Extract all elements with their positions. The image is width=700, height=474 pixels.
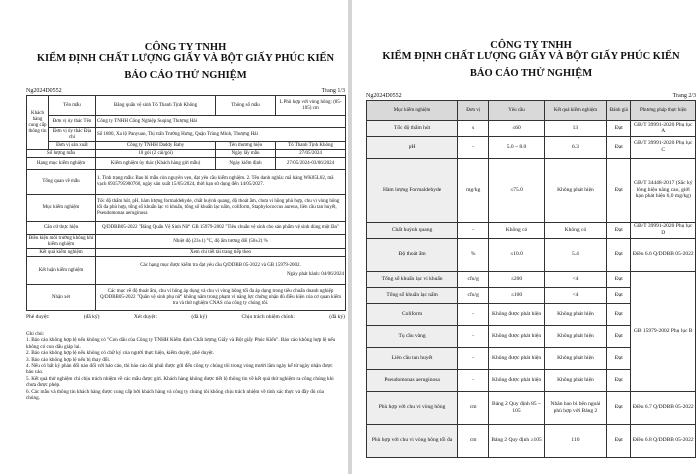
conclusion-cell — [96, 257, 346, 285]
entrust-address-label: Đơn vị ủy thác Địa chỉ — [49, 128, 96, 142]
row-item: Tốc độ thẩm hút — [367, 121, 458, 137]
status-value: Kiểm nghiệm ủy thác (Khách hàng gửi mẫu) — [96, 158, 216, 170]
row-unit: cfu/g — [458, 287, 489, 303]
row-unit: % — [458, 238, 489, 271]
row-item: pH — [367, 136, 458, 158]
note-item: 3. Báo cáo không hợp lệ nếu bị thay đổi. — [26, 356, 111, 363]
page-number: Trang 1/3 — [321, 88, 345, 94]
row-req: Không được phát hiện — [489, 369, 545, 391]
report-number: Ng2024D0552 — [366, 93, 402, 99]
row-item: Pseudomonas aeruginosa — [367, 369, 458, 391]
test-date-label: Ngày kiểm định — [216, 158, 276, 170]
notes-title: Ghi chú: — [26, 331, 45, 337]
table-row — [367, 391, 696, 424]
row-method: GB/T 34448-2017 (Sắc ký lỏng hiệu năng cao, giới hạn phát hiện 6,0 mg/kg) — [631, 158, 696, 222]
row-req: ≤100 — [489, 287, 545, 303]
company-name-line2: KIỂM ĐỊNH CHẤT LƯỢNG GIẤY VÀ BỘT GIẤY PHÚC KIẾN — [382, 51, 680, 62]
row-method: Điều 6.6 Q/DDBB 05-2022 — [631, 238, 696, 271]
row-result: Không phát hiện — [544, 325, 606, 347]
row-eval: Đạt — [607, 136, 631, 158]
row-unit: mg/kg — [458, 158, 489, 222]
standard-value: Q/DDBB05-2022 "Băng Quấn Vệ Sinh Nữ" GB 15979-2002 "Tiêu chuẩn vệ sinh cho sản phẩm vệ sinh dùng một lần" — [96, 222, 346, 235]
row-item: Tổng số khuẩn lạc vi khuẩn — [367, 271, 458, 287]
row-req: Không được phát hiện — [489, 325, 545, 347]
row-method: Điều 6.7 Q/DDBB 05-2022 — [631, 391, 696, 424]
row-item: Độ thoát ẩm — [367, 238, 458, 271]
row-result: Không phát hiện — [544, 369, 606, 391]
signature-row — [26, 314, 345, 321]
items-label: Mục kiểm nghiệm — [27, 195, 96, 222]
header-unit: Đơn vị — [458, 101, 489, 121]
row-item: Tổng số khuẩn lạc nấm — [367, 287, 458, 303]
side-label: Khách hàng cung cấp thông tin — [27, 96, 49, 150]
report-page-2 — [352, 0, 700, 474]
header-requirement: Yêu cầu — [489, 101, 545, 121]
row-method: GB/T 39991-2020 Phụ lục D — [631, 222, 696, 238]
note-item: 2. Báo cáo không hợp lệ nếu không có chữ ký của người thực hiện, kiểm duyệt, phê duyệt. — [26, 350, 214, 357]
row-unit: cm — [458, 424, 489, 457]
status-label: Hạng mục kiểm nghiệm — [27, 158, 96, 170]
row-eval: Đạt — [607, 369, 631, 391]
row-method: GB/T 39991-2020 Phụ lục A — [631, 121, 696, 137]
review-sign: (đã ký) — [191, 314, 208, 320]
table-row — [367, 222, 696, 238]
note-item: 5. Kết quả thử nghiệm chỉ chịu trách nhiệm về các mẫu được gửi. Khách hàng không được tiết lộ thông tin về kết quả thử nghiệm ra công chúng khi chưa được phép. — [26, 375, 334, 389]
report-meta — [26, 87, 345, 95]
row-unit: cfu/g — [458, 271, 489, 287]
row-result: 13 — [544, 121, 606, 137]
note-item: 1. Báo cáo không hợp lệ nếu không có "Con dấu của Công ty TNHH Kiểm định Chất lượng Giấy và Bột giấy Phúc Kiến". Báo cáo không hợp lệ nếu không có con dấu giáp lai. — [26, 337, 336, 350]
product-name-value: Băng quấn vệ sinh Tô Thanh Tịnh Không — [96, 96, 216, 116]
row-result: Không phát hiện — [544, 347, 606, 369]
env-value: Nhiệt độ (23±1) °C, độ ẩm tương đối (50±2) % — [96, 235, 346, 249]
row-unit: s — [458, 121, 489, 137]
row-item: Liên cầu tan huyết — [367, 347, 458, 369]
entrust-value: Công ty TNHH Công Nghiệp Suqing Thượng Hải — [96, 116, 346, 128]
results-table — [366, 100, 696, 458]
header-evaluation: Đánh giá — [607, 101, 631, 121]
row-result: Không có — [544, 222, 606, 238]
maker-value: Công ty TNHH Daddy Baby — [96, 142, 216, 150]
row-method-merged: GB 15979-2002 Phụ lục B — [631, 271, 696, 391]
test-date-value: 27/05/2024-03/06/2024 — [276, 158, 346, 170]
row-req: Bảng 2 Quy định 85 ~ 105 — [489, 391, 545, 424]
row-eval: Đạt — [607, 424, 631, 457]
entrust-label: Đơn vị ủy thác Tên — [49, 116, 96, 128]
table-row — [367, 136, 696, 158]
main-label: Chịu trách nhiệm chính: — [241, 314, 295, 320]
product-name-label: Tên mẫu — [49, 96, 96, 116]
date-recv-value: 27/05/2024 — [276, 150, 346, 158]
row-eval: Đạt — [607, 287, 631, 303]
row-unit: cm — [458, 391, 489, 424]
company-name-line1: CÔNG TY TNHH — [144, 42, 227, 53]
row-req: Không có — [489, 222, 545, 238]
lot-label: Thông số mẫu — [216, 96, 276, 116]
date-recv-label: Ngày lấy mẫu — [216, 150, 276, 158]
row-req: ≤75.0 — [489, 158, 545, 222]
row-eval: Đạt — [607, 238, 631, 271]
standard-label: Căn cứ thực hiện — [27, 222, 96, 235]
row-eval: Đạt — [607, 158, 631, 222]
row-unit: - — [458, 369, 489, 391]
row-eval: Đạt — [607, 271, 631, 287]
env-label: Điều kiện môi trường không khí kiểm nghiệm — [27, 235, 96, 249]
overview-value: 1. Tình trạng mẫu: Bao bì mẫu còn nguyên vẹn, đạt yêu cầu kiểm nghiệm. 2. Tên danh nghĩa: mã hàng WK05L02, mã vạch 6935795900760, ngày sản xuất 15/05/2024, thời hạn sử dụng đến 14/05/2027. — [96, 170, 346, 195]
report-meta — [366, 92, 696, 100]
row-req: ≤200 — [489, 271, 545, 287]
overview-label: Tổng quan về mẫu — [27, 170, 96, 195]
row-result: Nhãn bao bì bên ngoài phù hợp với Bảng 2 — [544, 391, 606, 424]
row-method: Điều 6.8 Q/DDBB 05-2022 — [631, 424, 696, 457]
table-row — [367, 158, 696, 222]
row-item: Tụ cầu vàng — [367, 325, 458, 347]
row-method: GB/T 39991-2020 Phụ lục C — [631, 136, 696, 158]
row-result: 6.3 — [544, 136, 606, 158]
row-item: Chất huỳnh quang — [367, 222, 458, 238]
review-label: Xét duyệt: — [133, 314, 157, 320]
table-row — [367, 238, 696, 271]
table-row — [367, 271, 696, 287]
row-unit: - — [458, 303, 489, 325]
row-eval: Đạt — [607, 347, 631, 369]
brand-value: Tô Thanh Tịnh Không — [276, 142, 346, 150]
conclusion-value: Các hạng mục được kiểm tra đạt yêu cầu Q/DDBB 05-2022 và GB 15979-2002. — [140, 263, 301, 268]
approve-sign: (đã ký) — [83, 314, 100, 320]
report-number: Ng2024D0552 — [26, 88, 62, 94]
note-item: 4. Nếu có bất kỳ phản đối nào đối với báo cáo, thì báo cáo đó phải được gửi đến công ty chúng tôi trong vòng mười lăm ngày kể từ ngày nhận được báo cáo. — [26, 363, 333, 376]
report-title: BÁO CÁO THỬ NGHIỆM — [469, 68, 593, 79]
row-req: Bảng 2 Quy định ≥105 — [489, 424, 545, 457]
row-req: Không được phát hiện — [489, 303, 545, 325]
row-unit: - — [458, 347, 489, 369]
lot-value: L Phù hợp với vòng hông: (85-105) cm — [276, 96, 346, 116]
result-label: Kết quả kiểm nghiệm — [27, 249, 96, 257]
notes-section — [26, 331, 345, 401]
header-item: Mục kiểm nghiệm — [367, 101, 458, 121]
row-req: ≤60 — [489, 121, 545, 137]
approve-label: Phê duyệt: — [26, 314, 50, 320]
row-eval: Đạt — [607, 222, 631, 238]
row-result: 5.4 — [544, 238, 606, 271]
remark-label: Nhận xét — [27, 285, 96, 311]
remark-value: Các mục về độ thoát ẩm, chu vi hông áp dụng và chu vi vòng hông tối đa áp dụng trong tiêu chuẩn doanh nghiệp Q/DDBB05-2022 "Quần vệ sinh phụ nữ" không nằm trong phạm vi năng lực chứng nhận đủ điều kiện của cơ quan kiểm tra và thử nghiệm CNAS của công ty chúng tôi. — [96, 285, 346, 311]
row-result: <4 — [544, 287, 606, 303]
main-sign: (đã ký) — [329, 314, 345, 320]
page-number: Trang 2/3 — [672, 93, 696, 99]
table-row — [367, 424, 696, 457]
row-unit: - — [458, 136, 489, 158]
row-unit: - — [458, 222, 489, 238]
table-row — [367, 121, 696, 137]
row-result: 110 — [544, 424, 606, 457]
qty-label: Số lượng mẫu — [27, 150, 96, 158]
row-result: Không phát hiện — [544, 158, 606, 222]
row-req: ≤10.0 — [489, 238, 545, 271]
issue-date: Ngày phát hành: 04/06/2024 — [286, 272, 345, 277]
company-name-line2: KIỂM ĐỊNH CHẤT LƯỢNG GIẤY VÀ BỘT GIẤY PHÚC KIẾN — [36, 53, 335, 64]
row-eval: Đạt — [607, 325, 631, 347]
row-eval: Đạt — [607, 303, 631, 325]
header-method: Phương pháp thực hiện — [631, 101, 696, 121]
brand-label: Tên thương hiệu — [216, 142, 276, 150]
sample-info-table — [26, 95, 346, 311]
conclusion-label: Kết luận kiểm nghiệm — [27, 257, 96, 285]
row-req: Không được phát hiện — [489, 347, 545, 369]
maker-label: Đơn vị sản xuất — [49, 142, 96, 150]
row-eval: Đạt — [607, 121, 631, 137]
report-page-1 — [0, 0, 348, 474]
report-title: BÁO CÁO THỬ NGHIỆM — [124, 70, 247, 81]
items-value: Tốc độ thẩm hút, pH, hàm lượng formaldehyde, chất huỳnh quang, độ thoát ẩm, chưa vi hồng phù hợp, chu vi vòng hông tối đa phù hợp, tổng số khuẩn lạc vi khuẩn, tổng số khuẩn lạc nấm, coliform, Staphylococcus aureus, liên cầu tan huyết, Pseudomonas aeruginosa — [96, 195, 346, 222]
row-result: Không phát hiện — [544, 303, 606, 325]
note-item: 6. Các mẫu và thông tin khách hàng được cung cấp bởi khách hàng và công ty chúng tôi không chịu trách nhiệm về tính xác thực và đầy đủ của chúng. — [26, 388, 324, 402]
row-item: Phù hợp với chu vi vòng hông — [367, 391, 458, 424]
result-value: Xem chi tiết tài trang tiếp theo — [96, 249, 346, 257]
company-name-line1: CÔNG TY TNHH — [490, 40, 572, 51]
row-req: 5.0 ~ 8.0 — [489, 136, 545, 158]
row-item: Coliform — [367, 303, 458, 325]
row-item: Hàm lượng Formaldehyde — [367, 158, 458, 222]
qty-value: 10 gói (2 cái/gói) — [96, 150, 216, 158]
row-result: <4 — [544, 271, 606, 287]
row-unit: - — [458, 325, 489, 347]
row-item: Phù hợp với chu vi vòng hông tối đa — [367, 424, 458, 457]
header-result: Kết quả kiểm nghiệm — [544, 101, 606, 121]
row-eval: Đạt — [607, 391, 631, 424]
entrust-address-value: Số 1800, Xa lộ Panyuan, Thị trấn Trường Hưng, Quận Trùng Minh, Thượng Hải — [96, 128, 346, 142]
